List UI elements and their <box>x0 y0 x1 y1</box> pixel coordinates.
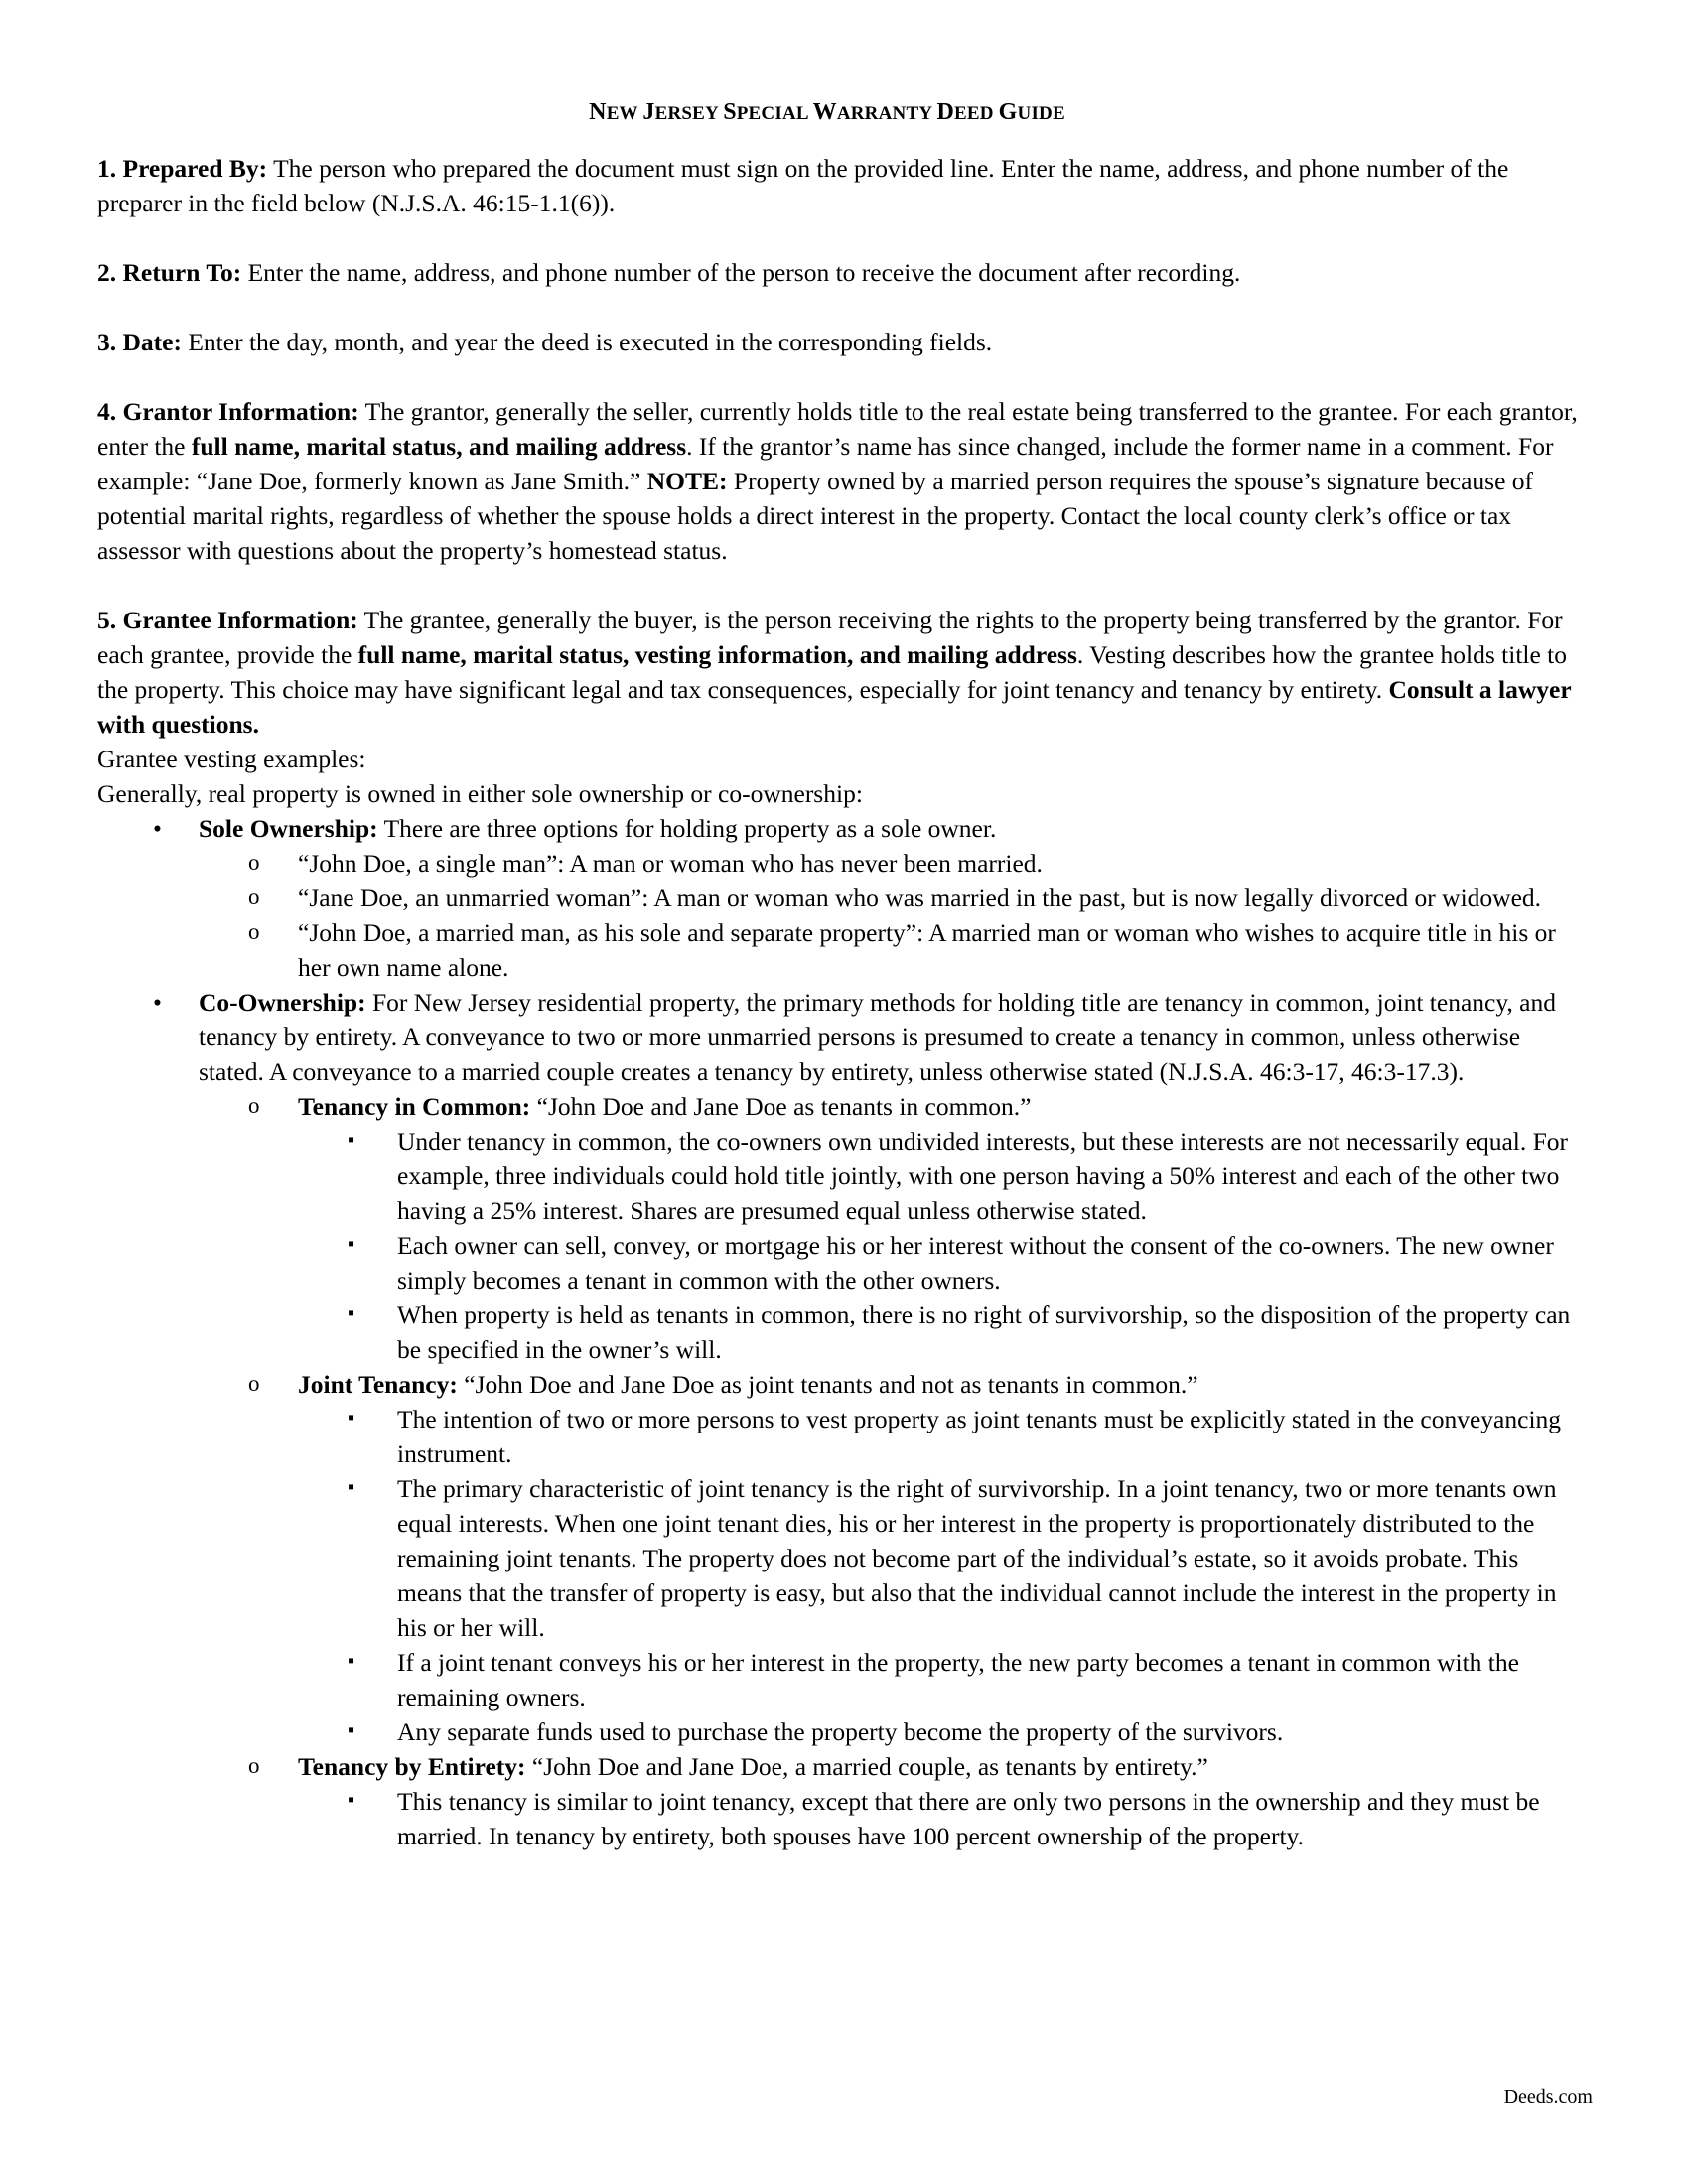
joint-tenancy-details <box>298 1402 1587 1749</box>
footer-brand: Deeds.com <box>1503 2086 1593 2108</box>
list-item-tenancy-by-entirety: o Tenancy by Entirety: “John Doe and Jane Doe, a married couple, as tenants by entirety.” ▪ This tenancy is similar to joint tenancy, except that there are only two persons in the ownership and they must be married. In tenancy by entirety, both spouses have 100 percent ownership of the property. <box>97 1749 1587 1853</box>
ownership-intro: Generally, real property is owned in either sole ownership or co-ownership: <box>97 779 863 808</box>
section-grantor-information: 4. Grantor Information: The grantor, generally the seller, currently holds title to the real estate being transferred to the grantee. For each grantor, enter the full name, marital status, and mailing address. If the grantor’s name has since changed, include the former name in a comment. For example: “Jane Doe, formerly known as Jane Smith.” NOTE: Property owned by a married person requires the spouse’s signature because of potential marital rights, regardless of whether the spouse holds a direct interest in the property. Contact the local county clerk’s office or tax assessor with questions about the property’s homestead status. <box>97 397 1578 565</box>
ownership-list <box>97 811 1587 1853</box>
co-ownership-types <box>199 1089 1587 1853</box>
section-text: The person who prepared the document must sign on the provided line. Enter the name, address, and phone number of the preparer in the field below (N.J.S.A. 46:15-1.1(6)). <box>97 154 1509 217</box>
list-item: ▪ If a joint tenant conveys his or her interest in the property, the new party becomes a tenant in common with the remaining owners. <box>97 1645 1587 1714</box>
list-item: ▪ This tenancy is similar to joint tenancy, except that there are only two persons in the ownership and they must be married. In tenancy by entirety, both spouses have 100 percent ownership of the property. <box>97 1784 1587 1853</box>
vesting-examples-heading: Grantee vesting examples: <box>97 745 366 773</box>
list-item: o “John Doe, a single man”: A man or woman who has never been married. <box>97 846 1587 881</box>
section-label: 4. Grantor Information: <box>97 397 359 426</box>
list-item-co-ownership: • Co-Ownership: For New Jersey residential property, the primary methods for holding title are tenancy in common, joint tenancy, and tenancy by entirety. A conveyance to two or more unmarried persons is presumed to create a tenancy in common, unless otherwise stated. A conveyance to a married couple creates a tenancy by entirety, unless otherwise stated (N.J.S.A. 46:3-17, 46:3-17.3). o Tenancy in Common: “John Doe and Jane Doe as tenants in common.” ▪ Under tenancy in common, the co-owners own undivided interests, but these interests are not necessarily equal. For example, three individuals could hold title jointly, with one person having a 50% interest and each of the other two having a 25% interest. Shares are presumed equal unless otherwise stated. ▪ Each owner can sell, convey, or mortgage his or her interest without the consent of the co-owners. The new owner simply becomes a tenant in common with the other owners. ▪ When property is held as tenants in common, there is no right of survivorship, so the disposition of the property can be specified in the owner’s will. o Joint Tenancy: “John Doe and Jane Doe as joint tenants and not as tenants in common.” ▪ The intention of two or more persons to vest property as joint tenants must be explicitly stated in the conveyancing instrument. ▪ The primary characteristic of joint tenancy is the right of survivorship. In a joint tenancy, two or more tenants own equal interests. When one joint tenant dies, his or her interest in the property is proportionately distributed to the remaining joint tenants. The property does not become part of the individual’s estate, so it avoids probate. This means that the transfer of property is easy, but also that the individual cannot include the interest in the property in his or her will. ▪ If a joint tenant conveys his or her interest in the property, the new party becomes a tenant in common with the remaining owners. ▪ Any separate funds used to purchase the property become the property of the survivors. o Tenancy by Entirety: “John Doe and Jane Doe, a married couple, as tenants by entirety.” ▪ This tenancy is similar to joint tenancy, except that there are only two persons in the ownership and they must be married. In tenancy by entirety, both spouses have 100 percent ownership of the property. <box>97 985 1587 1853</box>
section-label: 2. Return To: <box>97 258 242 287</box>
list-item: ▪ The intention of two or more persons to vest property as joint tenants must be explicitly stated in the conveyancing instrument. <box>97 1402 1587 1471</box>
page-title: NEW JERSEY SPECIAL WARRANTY DEED GUIDE <box>589 99 1065 125</box>
section-return-to <box>97 255 1587 290</box>
list-item-sole-ownership: • Sole Ownership: There are three options for holding property as a sole owner. o “John Doe, a single man”: A man or woman who has never been married. o “Jane Doe, an unmarried woman”: A man or woman who was married in the past, but is now legally divorced or widowed. o “John Doe, a married man, as his sole and separate property”: A married man or woman who wishes to acquire title in his or her own name alone. <box>97 811 1587 985</box>
section-text: Enter the day, month, and year the deed is executed in the corresponding fields. <box>181 328 993 356</box>
sole-ownership-examples <box>199 846 1587 985</box>
section-prepared-by <box>97 151 1587 220</box>
section-label: 5. Grantee Information: <box>97 606 358 634</box>
list-item: ▪ When property is held as tenants in common, there is no right of survivorship, so the disposition of the property can be specified in the owner’s will. <box>97 1297 1587 1367</box>
document-body <box>97 95 1587 1853</box>
list-item-tenancy-in-common: o Tenancy in Common: “John Doe and Jane Doe as tenants in common.” ▪ Under tenancy in common, the co-owners own undivided interests, but these interests are not necessarily equal. For example, three individuals could hold title jointly, with one person having a 50% interest and each of the other two having a 25% interest. Shares are presumed equal unless otherwise stated. ▪ Each owner can sell, convey, or mortgage his or her interest without the consent of the co-owners. The new owner simply becomes a tenant in common with the other owners. ▪ When property is held as tenants in common, there is no right of survivorship, so the disposition of the property can be specified in the owner’s will. <box>97 1089 1587 1367</box>
list-item: ▪ Any separate funds used to purchase the property become the property of the survivors. <box>97 1714 1587 1749</box>
list-item: o “Jane Doe, an unmarried woman”: A man or woman who was married in the past, but is now legally divorced or widowed. <box>97 881 1587 915</box>
list-item: ▪ Each owner can sell, convey, or mortgage his or her interest without the consent of the co-owners. The new owner simply becomes a tenant in common with the other owners. <box>97 1228 1587 1297</box>
section-label: 3. Date: <box>97 328 182 356</box>
section-date <box>97 325 1587 359</box>
tenancy-by-entirety-details <box>298 1784 1587 1853</box>
section-grantee-information: 5. Grantee Information: The grantee, generally the buyer, is the person receiving the rights to the property being transferred by the grantor. For each grantee, provide the full name, marital status, vesting information, and mailing address. Vesting describes how the grantee holds title to the property. This choice may have significant legal and tax consequences, especially for joint tenancy and tenancy by entirety. Consult a lawyer with questions. <box>97 606 1572 739</box>
list-item: ▪ The primary characteristic of joint tenancy is the right of survivorship. In a joint tenancy, two or more tenants own equal interests. When one joint tenant dies, his or her interest in the property is proportionately distributed to the remaining joint tenants. The property does not become part of the individual’s estate, so it avoids probate. This means that the transfer of property is easy, but also that the individual cannot include the interest in the property in his or her will. <box>97 1471 1587 1645</box>
list-item: ▪ Under tenancy in common, the co-owners own undivided interests, but these interests are not necessarily equal. For example, three individuals could hold title jointly, with one person having a 50% interest and each of the other two having a 25% interest. Shares are presumed equal unless otherwise stated. <box>97 1124 1587 1228</box>
section-text: Enter the name, address, and phone number of the person to receive the document after recording. <box>241 258 1241 287</box>
list-item: o “John Doe, a married man, as his sole and separate property”: A married man or woman who wishes to acquire title in his or her own name alone. <box>97 915 1587 985</box>
tenancy-in-common-details <box>298 1124 1587 1367</box>
list-item-joint-tenancy: o Joint Tenancy: “John Doe and Jane Doe as joint tenants and not as tenants in common.” ▪ The intention of two or more persons to vest property as joint tenants must be explicitly stated in the conveyancing instrument. ▪ The primary characteristic of joint tenancy is the right of survivorship. In a joint tenancy, two or more tenants own equal interests. When one joint tenant dies, his or her interest in the property is proportionately distributed to the remaining joint tenants. The property does not become part of the individual’s estate, so it avoids probate. This means that the transfer of property is easy, but also that the individual cannot include the interest in the property in his or her will. ▪ If a joint tenant conveys his or her interest in the property, the new party becomes a tenant in common with the remaining owners. ▪ Any separate funds used to purchase the property become the property of the survivors. <box>97 1367 1587 1749</box>
section-label: 1. Prepared By: <box>97 154 268 183</box>
